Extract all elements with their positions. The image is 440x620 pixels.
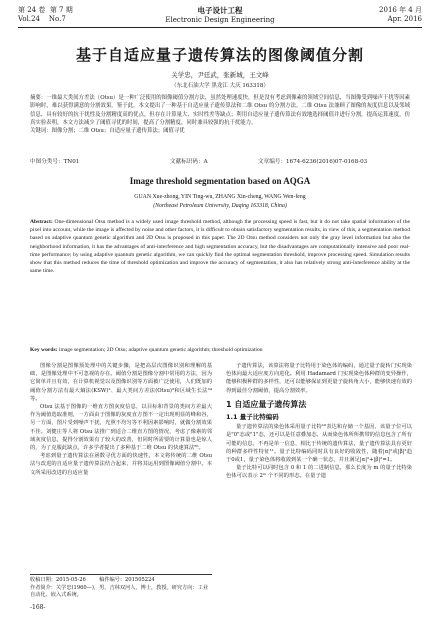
abstract-en-text: One-dimensional Otsu method is a widely used image threshold method, although the processing speed is fast, but it do not take spatial information of the pixel into account, while the image is affected by noise and other factors, it is difficult to obtain satisfactory segmentation results, in view of this, a segmentation method based on adaptive quantum genetic algorithm and 2D Otsu is proposed in this paper. The 2D Otsu method considers not only the gray level information but also the neighborhood information, it has the advantages of anti-interference and high segmentation accuracy, but the disadvantages are computationally intensive and poor real-time performance; by using adaptive quantum genetic algorithm, we can quickly find the optimal segmentation threshold, improve processing speed. Simulation results show that this method reduces the time of threshold optimization and improve the accuracy of segmentation, it also has relatively strong anti-interference ability at the same time.	[30, 219, 410, 275]
received-date: 收稿日期：2015-05-26	[30, 577, 86, 583]
affiliation-cn: （东北石油大学 黑龙江 大庆 163318）	[171, 83, 269, 89]
footnote	[30, 574, 212, 600]
volume-cn: 第 24 卷	[18, 6, 46, 14]
paragraph: 考虑到量子遗传算法在函数寻优方面的快速性，本文将传统的二维 Otsu 法与改进的自适应量子遗传算法结合起来，并将其运用到图像阈值分割中。本文所采用改进的自适应量	[30, 453, 212, 476]
paragraph: 图像分割是图像预处理中的关键步骤，是把高层次图像识别和理解的基础，是图像处理中不可忽视的存在。阈值分割是图像分割中常用的方法，因为它简单并且有效，在计算机视觉以及图像识别等方面被广泛使用，人们既加的阈值分割方法有最大熵法(KSW)²、最大类间方差法(Otsu)³和区域生长法³⁴等。	[30, 363, 212, 402]
keywords-en	[30, 347, 410, 353]
paper-title-cn: 基于自适应量子遗传算法的图像阈值分割	[75, 46, 364, 64]
abstract-cn	[30, 94, 410, 135]
body-column-left	[30, 362, 212, 477]
issue-cn: 第 7 期	[49, 6, 73, 14]
paper-title-en: Image threshold segmentation based on AQGA	[129, 176, 311, 186]
keywords-label-en: Key words:	[30, 347, 58, 353]
authors-en: GUAN Xue-zhong, YIN Ting-wu, ZHANG Xin-cheng, WANG Wen-feng	[134, 194, 306, 200]
body-column-right	[226, 362, 412, 481]
volume-en: Vol.24	[18, 15, 40, 23]
journal-name	[18, 6, 422, 25]
issue-en: No.7	[48, 15, 66, 23]
paragraph: Otsu 法基于图像的一维直方图灰度信息，以目标和背景的类间方差最大作为阈值选取准则，一方面由于图像的灰度直方图不一定出现明显的峰和谷，另一方面，图片受到噪声干扰，光照不均匀等不利因素影响时，就做分割效果不佳。刘健庄等人将 Otsu 法推广到适合二维直方图的情况，考虑了像素的邻域灰度信息，提得分割效果有了较大的改善，但同时所需要的计算量也是惊人的，为了克服此缺点，许多学者提出了多种基于二维 Otsu 的快速算法⁵⁶。	[30, 404, 212, 452]
keywords-en-text: image segmentation; 2D Otsu; adaptive quantum genetic algorithm; threshold optimization	[58, 347, 263, 353]
keywords-cn: 关键词：图像分割；二维 Otsu；自适应量子遗传算法；阈值寻优	[30, 128, 185, 135]
date-cn: 2016 年 4 月	[379, 6, 422, 14]
document-code: 文献标识码：A	[170, 159, 208, 165]
paragraph: 量子比特可以同时包含 0 和 1 的二进制信息，那么长度为 m 的量子比特染色体可以表示 2ᵐ 个不同的形态。在量子遗	[226, 465, 412, 480]
subsection-heading: 1.1 量子比特编码	[226, 413, 279, 422]
paragraph: 子遗传算法，该算法将量子比特用于染色体的编码，通过量子旋转门实现染色体向最大适应度方向进化。利用 Hadamard 门实现染色体种群的变异操作，能够积极种群的多样性，还可以能够保证到更量子旋转角大小，能够快速有效的得到最佳分割阈值，提高分割效率。	[226, 363, 412, 394]
journal-header	[18, 6, 422, 28]
affiliation-en: (Northeast Petroleum University, Daqing 163318, China)	[153, 203, 287, 209]
paragraph: 量子遗传算法的染色体采用量子比特¹⁰表达和存储一个基因，该量子位可以是"0"态或"1"态，还可以是任意叠加态，从而染色体所所携带的信息包含了所有可能的信息，不再是单一信息，相比于传统的遗传算法，量子遗传算法具有更好的种群多样性特征¹¹。量子比特编码同时具有良好的收敛性，随着|α|²或|β|²趋于0或1，量子染色体将收敛到某一个确一状态，并且满足|α|²+|β|²=1。	[226, 424, 412, 464]
abstract-en	[30, 218, 410, 275]
manuscript-number: 稿件编号：201505224	[99, 577, 155, 583]
author-bio: 作者简介：关学忠(1960—)，男，吉林双河人，博士，教授。研究方向：工业自动化、嵌入式系统。	[30, 584, 209, 598]
clc-number: 中图分类号：TN01	[30, 159, 80, 165]
journal-name-cn: 电子设计工程	[197, 6, 243, 15]
abstract-cn-text: 摘要：一维最大类间方差法（Otsu）是一种广泛使用的图像阈值分割方法，虽然处理速度快，但是没有考虑到像素的领域空间信息，当图像受到噪声干扰等因素影响时，难以获得满意的分割效果。鉴于此，本文提出了一种基于自适应量子遗传算法和二维 Otsu 的分割方法。二维 Otsu 法兼顾了图像的灰度信息以及邻域信息，具有较好的抗干扰性及分割精度高的优点，但存在计算量大、实时性差等缺点；利用自适应量子遗传算法有效地选择阈值并进行分割，提高运算速度，仿真实验表明，本文方法减少了阈值寻优的时间，提高了分割精度，同时兼具较强的抗干扰能力。	[30, 95, 410, 126]
authors-cn: 关学忠，尹廷武，张新城，王文峰	[171, 71, 269, 79]
date-en: Apr. 2016	[387, 15, 422, 23]
header-rule	[18, 27, 422, 28]
article-number: 文章编号：1674-6236(2016)07-0168-03	[258, 159, 368, 165]
page-number: -168-	[30, 604, 46, 611]
section-heading: 1 自适应量子遗传算法	[226, 399, 307, 409]
issue-date	[379, 6, 422, 24]
abstract-label-en: Abstract:	[30, 219, 53, 225]
journal-name-en: Electronic Design Engineering	[165, 16, 275, 24]
